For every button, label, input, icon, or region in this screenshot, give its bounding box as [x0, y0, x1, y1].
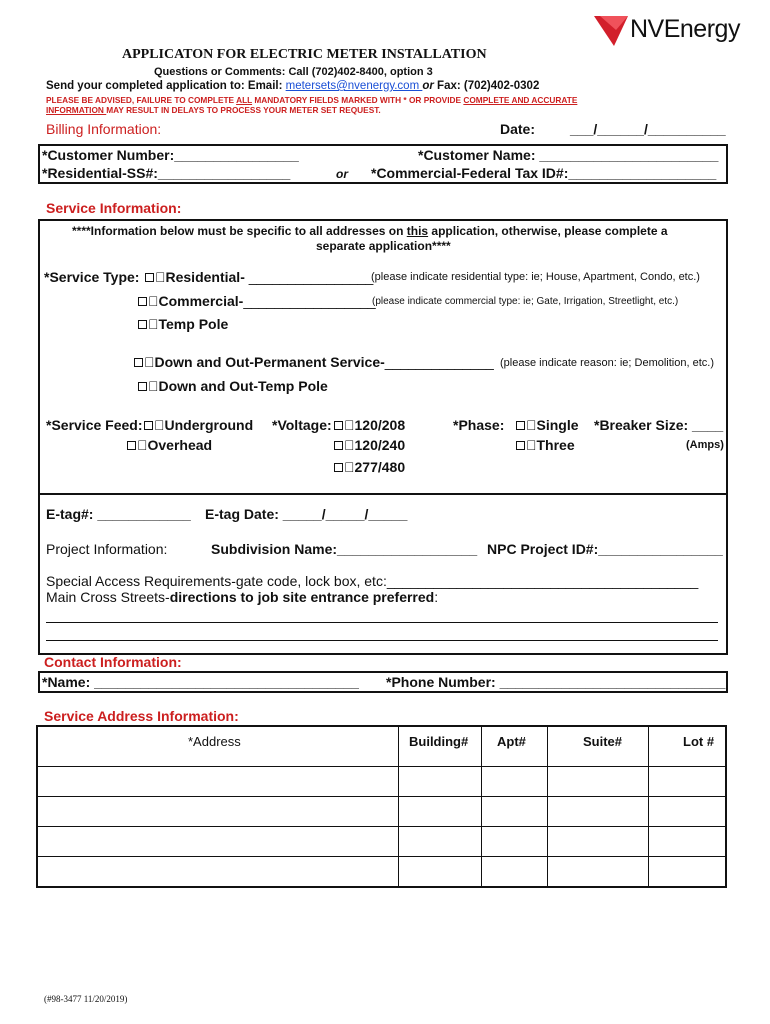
- lot-cell[interactable]: [649, 796, 727, 826]
- commercial-label: Commercial-: [148, 293, 237, 309]
- suite-cell[interactable]: [548, 766, 649, 796]
- suite-cell[interactable]: [548, 826, 649, 856]
- down-out-permanent-blank[interactable]: ______________: [378, 354, 488, 370]
- service-notice-this: this: [406, 224, 429, 238]
- temp-pole-label: Temp Pole: [148, 316, 222, 332]
- lot-cell[interactable]: [649, 856, 727, 887]
- email-link[interactable]: metersets@nvenergy.com: [285, 80, 423, 92]
- notice-text-2: MANDATORY FIELDS MARKED WITH * OR PROVIDE: [252, 95, 464, 105]
- building-cell[interactable]: [399, 766, 482, 796]
- temp-pole-option[interactable]: [138, 316, 228, 332]
- service-address-heading: Service Address Information:: [44, 708, 239, 724]
- nv-energy-logo-mark: [594, 16, 628, 46]
- lot-cell[interactable]: [649, 826, 727, 856]
- building-cell[interactable]: [399, 826, 482, 856]
- residential-ss-field[interactable]: *Residential-SS#:_________________: [42, 165, 291, 181]
- commercial-blank[interactable]: _________________: [236, 293, 370, 309]
- phase-single-checkbox[interactable]: [516, 421, 525, 430]
- directions-line-1[interactable]: [46, 622, 718, 623]
- questions-line: Questions or Comments: Call (702)402-8400, option 3: [154, 66, 433, 78]
- voltage-277-480-label: 277/480: [344, 459, 399, 475]
- commercial-hint: (please indicate commercial type: ie; Gate, Irrigation, Streetlight, etc.): [372, 296, 679, 307]
- notice-text: PLEASE BE ADVISED, FAILURE TO COMPLETE: [46, 95, 237, 105]
- overhead-label: Overhead: [137, 437, 206, 453]
- contact-name-field[interactable]: [42, 674, 359, 690]
- notice-line-2: [46, 105, 381, 115]
- logo-text: NVEnergy: [630, 15, 740, 43]
- column-lot-label: Lot #: [683, 734, 715, 749]
- table-row: [37, 796, 726, 826]
- voltage-120-208-checkbox[interactable]: [334, 421, 343, 430]
- date-field[interactable]: ___/______/__________: [570, 121, 726, 137]
- building-cell[interactable]: [399, 856, 482, 887]
- cross-streets-text: Main Cross Streets-: [46, 589, 170, 605]
- commercial-option[interactable]: [138, 293, 376, 309]
- date-label: Date:: [500, 121, 536, 137]
- service-heading: Service Information:: [46, 200, 182, 216]
- down-out-permanent-checkbox[interactable]: [134, 358, 143, 367]
- service-address-table: [36, 725, 727, 888]
- customer-number-field[interactable]: *Customer Number:________________: [42, 147, 299, 163]
- directions-line-2[interactable]: [46, 640, 718, 641]
- column-apt: [482, 726, 548, 766]
- table-row: [37, 766, 726, 796]
- service-notice-2: separate application****: [316, 239, 451, 253]
- service-notice-text: ****Information below must be specific to all addresses on: [72, 224, 407, 238]
- send-fax: Fax: (702)402-0302: [433, 80, 540, 92]
- service-notice-1: [72, 224, 668, 238]
- etag-field[interactable]: E-tag#: ____________: [46, 506, 191, 522]
- residential-option[interactable]: [145, 269, 373, 285]
- voltage-label: *Voltage:: [272, 417, 332, 433]
- phase-label: *Phase:: [453, 417, 505, 433]
- address-cell[interactable]: [37, 856, 399, 887]
- voltage-120-208-label: 120/208: [344, 417, 399, 433]
- service-feed-label: *Service Feed:: [46, 417, 143, 433]
- down-out-temp-checkbox[interactable]: [138, 382, 147, 391]
- table-header-row: [37, 726, 726, 766]
- send-or: or: [422, 80, 434, 92]
- voltage-120-240-checkbox[interactable]: [334, 441, 343, 450]
- apt-cell[interactable]: [482, 766, 548, 796]
- form-title: APPLICATON FOR ELECTRIC METER INSTALLATION: [122, 47, 487, 62]
- subdivision-field[interactable]: Subdivision Name:__________________: [211, 541, 478, 557]
- column-suite: [548, 726, 649, 766]
- contact-name-blank[interactable]: __________________________________: [94, 674, 359, 690]
- cross-streets-bold: directions to job site entrance preferred: [169, 589, 435, 605]
- contact-phone-field[interactable]: [386, 674, 725, 690]
- table-row: [37, 856, 726, 887]
- down-out-temp-label: Down and Out-Temp Pole: [148, 378, 322, 394]
- customer-name-field[interactable]: *Customer Name: _______________________: [418, 147, 719, 163]
- lot-cell[interactable]: [649, 766, 727, 796]
- suite-cell[interactable]: [548, 856, 649, 887]
- contact-phone-blank[interactable]: _____________________________: [499, 674, 726, 690]
- voltage-120-208[interactable]: [334, 417, 405, 433]
- contact-heading: Contact Information:: [44, 654, 182, 670]
- voltage-120-240-label: 120/240: [344, 437, 399, 453]
- notice-information: INFORMATION: [46, 105, 107, 115]
- phase-single[interactable]: [516, 417, 579, 433]
- address-cell[interactable]: [37, 826, 399, 856]
- suite-cell[interactable]: [548, 796, 649, 826]
- send-prefix: Send your completed application to: Email:: [46, 80, 286, 92]
- phase-three-checkbox[interactable]: [516, 441, 525, 450]
- underground-option[interactable]: [144, 417, 253, 433]
- cross-streets-colon: :: [434, 589, 439, 605]
- apt-cell[interactable]: [482, 856, 548, 887]
- temp-pole-checkbox[interactable]: [138, 320, 147, 329]
- column-building: [399, 726, 482, 766]
- notice-complete: COMPLETE AND ACCURATE: [463, 95, 578, 105]
- down-out-permanent-hint: (please indicate reason: ie; Demolition, etc.): [500, 357, 714, 369]
- commercial-checkbox[interactable]: [138, 297, 147, 306]
- phase-single-label: Single: [526, 417, 572, 433]
- notice-line-1: [46, 95, 577, 105]
- apt-cell[interactable]: [482, 826, 548, 856]
- address-cell[interactable]: [37, 796, 399, 826]
- column-suite-label: Suite#: [583, 734, 623, 749]
- underground-label: Underground: [154, 417, 247, 433]
- etag-date-field[interactable]: E-tag Date: _____/_____/_____: [205, 506, 408, 522]
- column-apt-label: Apt#: [497, 734, 526, 749]
- or-label: or: [336, 167, 348, 181]
- residential-checkbox[interactable]: [145, 273, 154, 282]
- notice-text-3: MAY RESULT IN DELAYS TO PROCESS YOUR METER SET REQUEST.: [106, 105, 381, 115]
- table-row: [37, 826, 726, 856]
- residential-label: Residential-: [155, 269, 243, 285]
- contact-phone-label: *Phone Number:: [386, 674, 500, 690]
- send-line: [46, 80, 539, 92]
- phase-three-label: Three: [526, 437, 569, 453]
- form-number: (#98-3477 11/20/2019): [44, 994, 128, 1004]
- down-out-permanent-label: Down and Out-Permanent Service-: [144, 354, 379, 370]
- column-address: [37, 726, 399, 766]
- commercial-tax-field[interactable]: *Commercial-Federal Tax ID#:___________________: [371, 165, 717, 181]
- contact-name-label: *Name:: [42, 674, 95, 690]
- residential-hint: (please indicate residential type: ie; House, Apartment, Condo, etc.): [371, 271, 700, 283]
- column-lot: [649, 726, 727, 766]
- billing-heading: Billing Information:: [46, 121, 162, 137]
- overhead-checkbox[interactable]: [127, 441, 136, 450]
- column-building-label: Building#: [409, 734, 469, 749]
- voltage-120-240[interactable]: [334, 437, 405, 453]
- underground-checkbox[interactable]: [144, 421, 153, 430]
- special-access-field[interactable]: Special Access Requirements-gate code, lock box, etc:________________________________________: [46, 573, 699, 589]
- nv-energy-logo: [594, 14, 744, 48]
- project-info-label: Project Information:: [46, 541, 168, 557]
- phase-three[interactable]: [516, 437, 575, 453]
- notice-all: ALL: [236, 95, 253, 105]
- building-cell[interactable]: [399, 796, 482, 826]
- column-address-label: *Address: [188, 734, 241, 749]
- amps-label: (Amps): [686, 439, 724, 451]
- npc-project-field[interactable]: NPC Project ID#:________________: [487, 541, 723, 557]
- cross-streets-label: [46, 589, 438, 605]
- residential-blank[interactable]: ________________: [242, 269, 367, 285]
- overhead-option[interactable]: [127, 437, 212, 453]
- apt-cell[interactable]: [482, 796, 548, 826]
- service-type-label: *Service Type:: [44, 269, 140, 285]
- down-out-permanent-option[interactable]: [134, 354, 494, 370]
- down-out-temp-option[interactable]: [138, 378, 328, 394]
- address-cell[interactable]: [37, 766, 399, 796]
- voltage-277-480-checkbox[interactable]: [334, 463, 343, 472]
- service-notice-text-2: application, otherwise, please complete a: [428, 224, 668, 238]
- voltage-277-480[interactable]: [334, 459, 405, 475]
- breaker-size-field[interactable]: *Breaker Size: ____: [594, 417, 724, 433]
